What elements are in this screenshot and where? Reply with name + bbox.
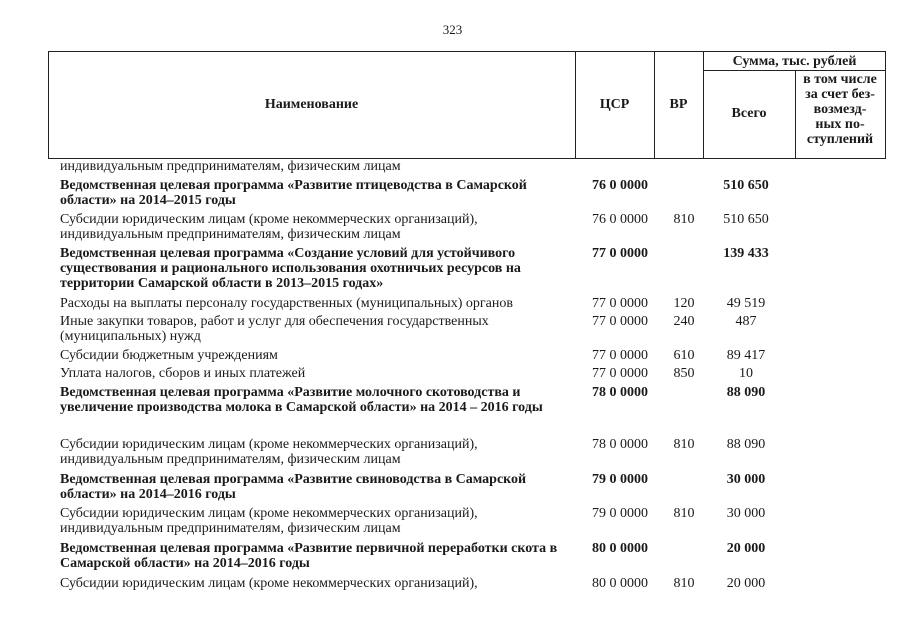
row-total: 88 090 (726, 385, 766, 400)
row-total: 30 000 (726, 472, 766, 487)
row-name: Расходы на выплаты персоналу государственных (муниципальных) органов (60, 296, 513, 311)
row-total: 88 090 (726, 437, 766, 452)
row-name: Ведомственная целевая программа «Создание условий для устойчивого существования и рационального использования охотничьих ресурсов на территории Самарской области в 2013–2015 годах» (60, 246, 521, 291)
row-vr: 810 (673, 576, 695, 591)
header-vr: ВР (669, 97, 688, 112)
row-total: 89 417 (726, 348, 766, 363)
row-name: Субсидии юридическим лицам (кроме некоммерческих организаций), индивидуальным предпринимателям, физическим лицам (60, 506, 478, 536)
row-total: 510 650 (723, 178, 769, 193)
row-csr: 76 0 0000 (592, 178, 648, 193)
row-csr: 77 0 0000 (592, 246, 648, 261)
row-csr: 80 0 0000 (592, 576, 648, 591)
header-total: Всего (731, 106, 767, 121)
row-name: Субсидии юридическим лицам (кроме некоммерческих организаций), индивидуальным предпринимателям, физическим лицам (60, 212, 478, 242)
row-vr: 610 (673, 348, 695, 363)
row-total: 20 000 (726, 541, 766, 556)
row-vr: 240 (673, 314, 695, 329)
row-name: Уплата налогов, сборов и иных платежей (60, 366, 306, 381)
row-csr: 79 0 0000 (592, 506, 648, 521)
header-csr: ЦСР (599, 97, 630, 112)
row-name: Ведомственная целевая программа «Развитие птицеводства в Самарской области» на 2014–2015 годы (60, 178, 527, 208)
header-incl-line2: за счет без- (805, 87, 875, 102)
row-csr: 79 0 0000 (592, 472, 648, 487)
row-total: 139 433 (723, 246, 769, 261)
header-incl-line5: ступлений (806, 132, 874, 147)
row-total: 20 000 (726, 576, 766, 591)
row-total: 510 650 (723, 212, 769, 227)
row-vr: 810 (673, 437, 695, 452)
page-number: 323 (442, 22, 463, 37)
header-incl-line4: ных по- (815, 117, 865, 132)
row-name: Субсидии юридическим лицам (кроме некоммерческих организаций), индивидуальным предпринимателям, физическим лицам (60, 437, 478, 467)
row-csr: 77 0 0000 (592, 348, 648, 363)
row-csr: 77 0 0000 (592, 314, 648, 329)
row-name: Ведомственная целевая программа «Развитие первичной переработки скота в Самарской области» на 2014–2016 годы (60, 541, 558, 571)
row-total: 30 000 (726, 506, 766, 521)
row-vr: 810 (673, 506, 695, 521)
row-vr: 120 (673, 296, 695, 311)
header-sum-group: Сумма, тыс. рублей (732, 54, 857, 69)
header-name: Наименование (264, 97, 359, 112)
row-name: Субсидии юридическим лицам (кроме некоммерческих организаций), (60, 576, 478, 591)
row-csr: 80 0 0000 (592, 541, 648, 556)
row-total: 487 (735, 314, 757, 329)
header-incl-line1: в том числе (803, 72, 877, 87)
header-top-border (48, 51, 886, 52)
header-incl-line3: возмезд- (813, 102, 867, 117)
row-csr: 78 0 0000 (592, 437, 648, 452)
row-name: Иные закупки товаров, работ и услуг для обеспечения государственных (муниципальных) нужд (60, 314, 489, 344)
header-incl (795, 72, 885, 147)
row-csr: 78 0 0000 (592, 385, 648, 400)
row-name: Ведомственная целевая программа «Развитие свиноводства в Самарской области» на 2014–2016 годы (60, 472, 527, 502)
row-vr: 810 (673, 212, 695, 227)
row-name: Субсидии бюджетным учреждениям (60, 348, 278, 363)
row-total: 10 (739, 366, 753, 381)
row-vr: 850 (673, 366, 695, 381)
row-total: 49 519 (726, 296, 766, 311)
row-csr: 77 0 0000 (592, 296, 648, 311)
row-name: индивидуальным предпринимателям, физическим лицам (60, 159, 401, 174)
row-csr: 77 0 0000 (592, 366, 648, 381)
row-name: Ведомственная целевая программа «Развитие молочного скотоводства и увеличение производства молока в Самарской области» на 2014 – 2016 годы (60, 385, 543, 415)
row-csr: 76 0 0000 (592, 212, 648, 227)
header-sum-underline (703, 70, 886, 71)
